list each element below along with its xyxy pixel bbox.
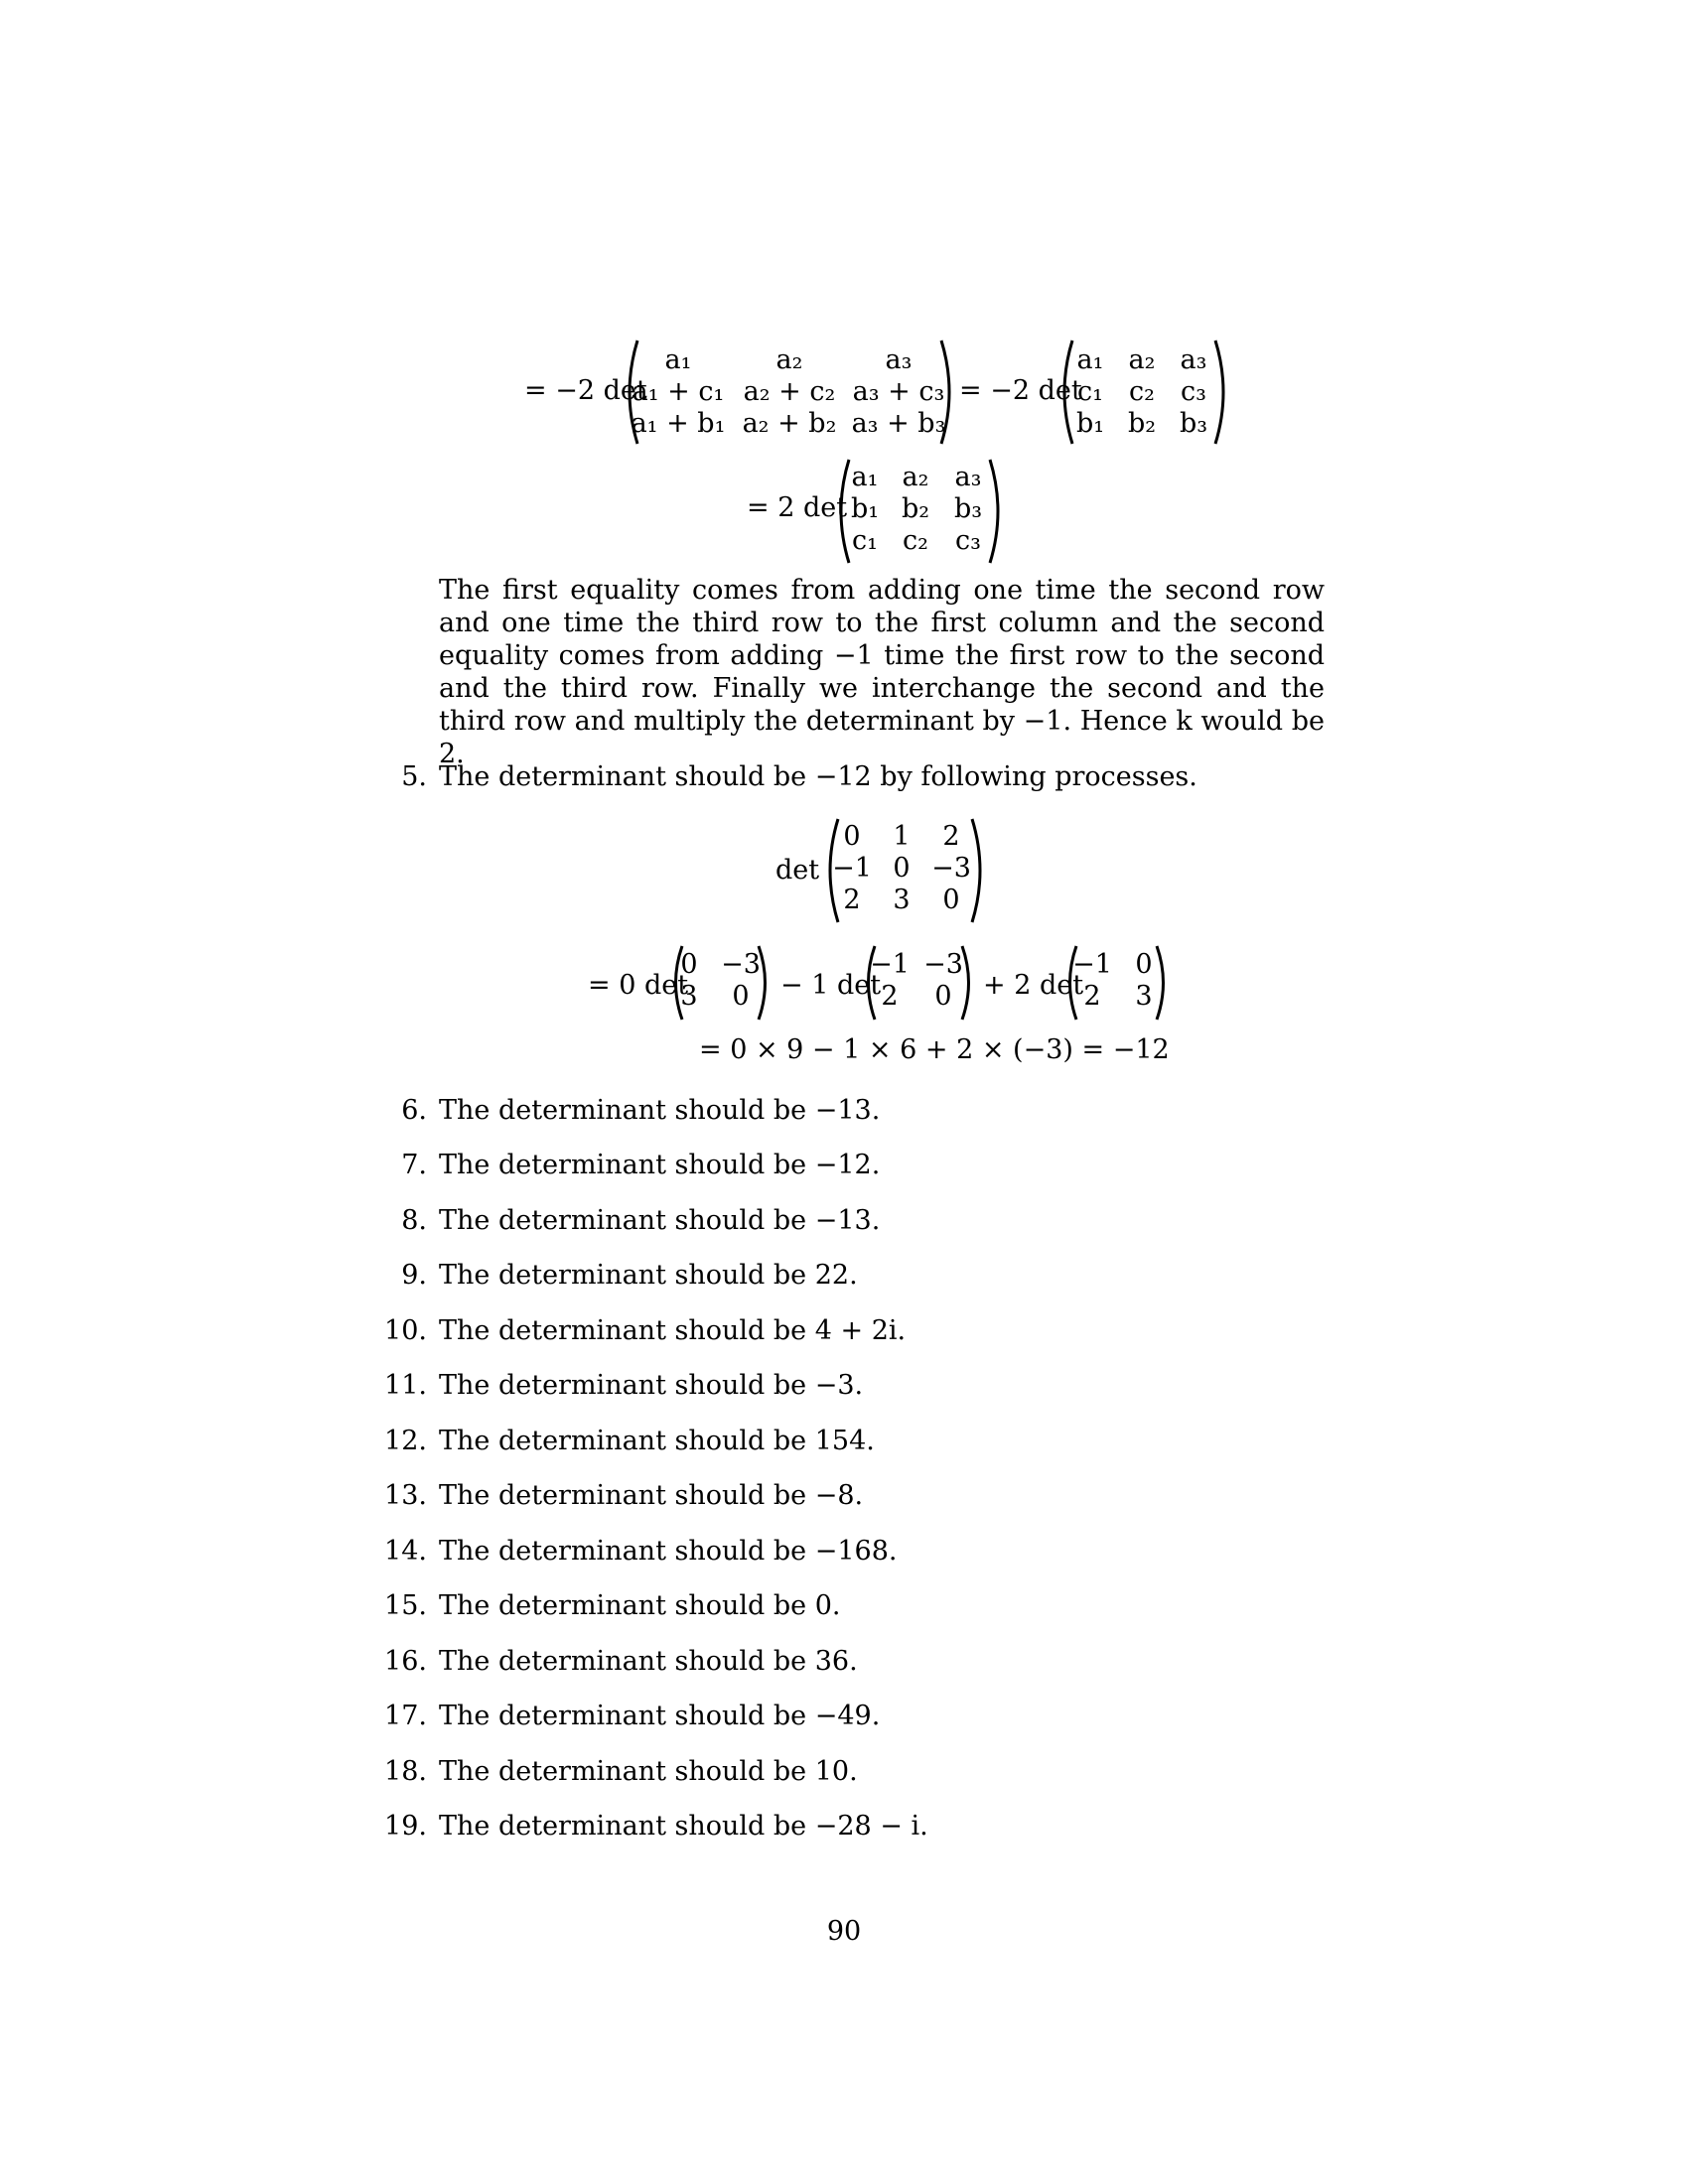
matrix-cell: c₃ (1181, 376, 1206, 407)
list-text: The determinant should be 4 + 2i. (439, 1315, 907, 1346)
matrix-cell: 0 (1135, 949, 1153, 980)
list-text: The determinant should be −168. (439, 1536, 898, 1567)
matrix-cell: a₃ + c₃ (852, 376, 945, 407)
matrix-cell: 0 (680, 949, 698, 980)
list-number: 10. (384, 1315, 427, 1346)
matrix-cell: c₁ (1077, 376, 1103, 407)
list-number: 7. (401, 1150, 427, 1180)
matrix-cell: 2 (1083, 981, 1101, 1012)
list-number: 18. (384, 1756, 427, 1787)
eq1-mid: = −2 det (959, 375, 1082, 406)
matrix-cell: a₂ + c₂ (743, 376, 836, 407)
list-number: 6. (401, 1095, 427, 1126)
list-number: 12. (384, 1426, 427, 1456)
matrix-cell: a₂ (775, 344, 803, 375)
matrix-cell: b₂ (1127, 408, 1157, 439)
matrix-cell: −3 (923, 949, 963, 980)
list-number: 8. (401, 1205, 427, 1236)
matrix-cell: c₃ (955, 525, 981, 556)
matrix-cell: 0 (843, 821, 861, 852)
list-text: The determinant should be 36. (439, 1646, 858, 1677)
matrix-cell: a₂ (902, 462, 929, 492)
list-text: The determinant should be 10. (439, 1756, 858, 1787)
list-number: 19. (384, 1811, 427, 1842)
list-text: The determinant should be −12 by following processes. (439, 761, 1197, 792)
matrix-cell: −1 (1072, 949, 1112, 980)
matrix-cell: c₁ (852, 525, 878, 556)
matrix-cell: −1 (870, 949, 910, 980)
matrix-cell: 3 (1135, 981, 1153, 1012)
matrix-cell: b₂ (901, 493, 930, 524)
matrix-cell: 2 (942, 821, 960, 852)
right-paren (968, 816, 990, 925)
matrix-cell: c₂ (903, 525, 928, 556)
list-number: 14. (384, 1536, 427, 1567)
list-text: The determinant should be 0. (439, 1590, 841, 1621)
matrix-cell: 2 (881, 981, 899, 1012)
right-paren (1211, 338, 1233, 447)
matrix-cell: −3 (931, 853, 971, 884)
eq1-prefix: = −2 det (524, 375, 647, 406)
matrix-cell: a₁ (851, 462, 879, 492)
matrix-cell: 0 (893, 853, 911, 884)
left-paren (831, 457, 853, 566)
list-number: 13. (384, 1480, 427, 1511)
expansion-term-1: = 0 det (588, 970, 689, 1001)
matrix-cell: b₁ (850, 493, 880, 524)
list-text: The determinant should be −28 − i. (439, 1811, 928, 1842)
list-number: 5. (401, 761, 427, 792)
matrix-cell: 3 (893, 885, 911, 915)
matrix-cell: 0 (934, 981, 952, 1012)
explanation-paragraph (439, 574, 1325, 770)
matrix-cell: a₁ (1076, 344, 1104, 375)
matrix-cell: a₁ (664, 344, 692, 375)
eq2-prefix: = 2 det (747, 492, 848, 523)
matrix-cell: b₃ (1179, 408, 1208, 439)
matrix-cell: 2 (843, 885, 861, 915)
matrix-cell: b₁ (1075, 408, 1105, 439)
list-text: The determinant should be −49. (439, 1701, 881, 1731)
list-number: 15. (384, 1590, 427, 1621)
page-number: 90 (826, 1916, 862, 1947)
right-paren (959, 943, 977, 1023)
matrix-cell: a₂ + b₂ (742, 408, 837, 439)
expansion-term-2: − 1 det (780, 970, 882, 1001)
right-paren (1154, 943, 1172, 1023)
list-text: The determinant should be 22. (439, 1260, 858, 1291)
matrix-cell: a₃ + b₃ (851, 408, 946, 439)
expansion-term-3: + 2 det (983, 970, 1084, 1001)
list-number: 16. (384, 1646, 427, 1677)
left-paren (1055, 338, 1076, 447)
det-label: det (775, 855, 820, 886)
matrix-cell: −3 (721, 949, 761, 980)
list-text: The determinant should be −12. (439, 1150, 881, 1180)
list-number: 11. (384, 1370, 427, 1401)
list-text: The determinant should be 154. (439, 1426, 875, 1456)
list-text: The determinant should be −8. (439, 1480, 864, 1511)
matrix-cell: 3 (680, 981, 698, 1012)
matrix-cell: −1 (832, 853, 872, 884)
matrix-cell: c₂ (1129, 376, 1155, 407)
matrix-cell: a₂ (1128, 344, 1156, 375)
list-text: The determinant should be −13. (439, 1205, 881, 1236)
matrix-cell: a₃ (885, 344, 913, 375)
list-number: 9. (401, 1260, 427, 1291)
expansion-result: = 0 × 9 − 1 × 6 + 2 × (−3) = −12 (699, 1034, 1170, 1065)
right-paren (756, 943, 774, 1023)
list-text: The determinant should be −13. (439, 1095, 881, 1126)
matrix-cell: a₁ + c₁ (632, 376, 725, 407)
matrix-cell: 1 (893, 821, 911, 852)
matrix-cell: a₃ (1180, 344, 1207, 375)
matrix-cell: b₃ (953, 493, 983, 524)
right-paren (937, 338, 959, 447)
right-paren (986, 457, 1008, 566)
matrix-cell: 0 (942, 885, 960, 915)
list-text: The determinant should be −3. (439, 1370, 864, 1401)
paragraph-text: The first equality comes from adding one time the second row and one time the third row to the first column and the second equality comes from adding −1 time the first row to the second and the third row. Finally we interchange the second and the third row and multiply the determinant by −1. Hence k would be 2. (439, 575, 1325, 769)
matrix-cell: a₁ + b₁ (631, 408, 726, 439)
matrix-cell: 0 (732, 981, 750, 1012)
matrix-cell: a₃ (954, 462, 982, 492)
list-number: 17. (384, 1701, 427, 1731)
